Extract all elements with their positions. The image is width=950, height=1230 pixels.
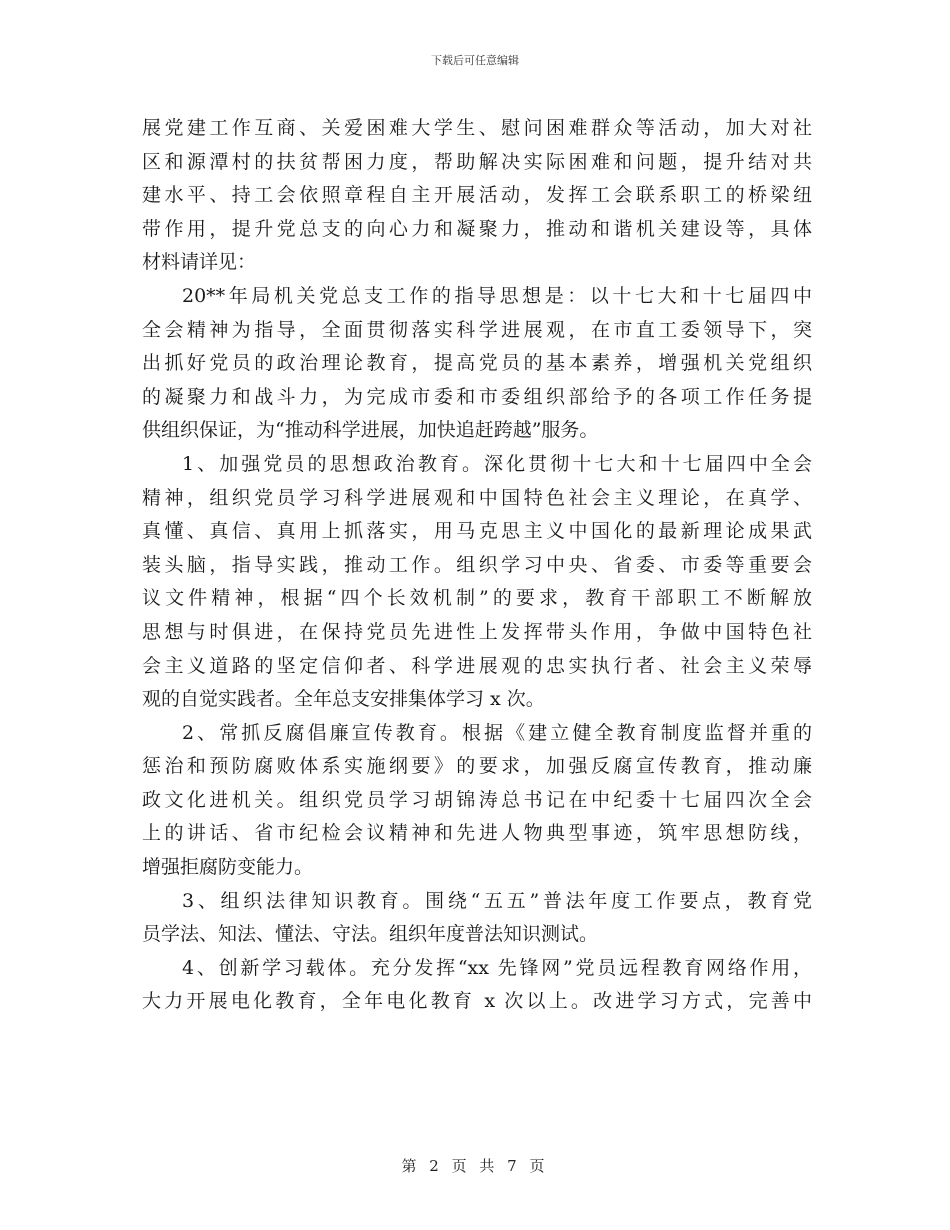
body-line: 1、加强党员的思想政治教育。深化贯彻十七大和十七届四中全会 xyxy=(182,452,812,475)
body-line: 2、常抓反腐倡廉宣传教育。根据《建立健全教育制度监督并重的 xyxy=(182,721,812,744)
body-line: 思想与时俱进，在保持党员先进性上发挥带头作用，争做中国特色社 xyxy=(142,620,812,643)
body-line: 4、创新学习载体。充分发挥“xx 先锋网”党员远程教育网络作用， xyxy=(182,956,812,979)
body-line: 政文化进机关。组织党员学习胡锦涛总书记在中纪委十七届四次全会 xyxy=(142,788,812,811)
body-line: 真懂、真信、真用上抓落实，用马克思主义中国化的最新理论成果武 xyxy=(142,520,812,543)
body-line: 精神，组织党员学习科学进展观和中国特色社会主义理论，在真学、 xyxy=(142,486,812,509)
body-line: 区和源潭村的扶贫帮困力度，帮助解决实际困难和问题，提升结对共 xyxy=(142,150,812,173)
body-line: 出抓好党员的政治理论教育，提高党员的基本素养，增强机关党组织 xyxy=(142,352,812,375)
body-line: 增强拒腐防变能力。 xyxy=(142,856,314,879)
page-number-footer: 第 2 页 共 7 页 xyxy=(401,1157,549,1175)
body-line: 3、组织法律知识教育。围绕“五五”普法年度工作要点，教育党 xyxy=(182,889,812,912)
body-line: 大力开展电化教育，全年电化教育 x 次以上。改进学习方式，完善中 xyxy=(142,990,812,1013)
body-line: 20**年局机关党总支工作的指导思想是：以十七大和十七届四中 xyxy=(182,284,812,307)
body-line: 带作用，提升党总支的向心力和凝聚力，推动和谐机关建设等，具体 xyxy=(142,217,812,240)
body-line: 装头脑，指导实践，推动工作。组织学习中央、省委、市委等重要会 xyxy=(142,553,812,576)
body-line: 材料请详见： xyxy=(142,251,257,274)
body-line: 上的讲话、省市纪检会议精神和先进人物典型事迹，筑牢思想防线， xyxy=(142,822,812,845)
body-line: 议文件精神，根据“四个长效机制”的要求，教育干部职工不断解放 xyxy=(142,587,812,610)
body-line: 的凝聚力和战斗力，为完成市委和市委组织部给予的各项工作任务提 xyxy=(142,385,812,408)
page-header-note: 下载后可任意编辑 xyxy=(431,54,519,67)
body-line: 全会精神为指导，全面贯彻落实科学进展观，在市直工委领导下，突 xyxy=(142,318,812,341)
body-line: 建水平、持工会依照章程自主开展活动，发挥工会联系职工的桥梁纽 xyxy=(142,184,812,207)
body-line: 观的自觉实践者。全年总支安排集体学习 x 次。 xyxy=(142,688,545,711)
document-body xyxy=(142,112,812,1019)
body-line: 惩治和预防腐败体系实施纲要》的要求，加强反腐宣传教育，推动廉 xyxy=(142,755,812,778)
body-line: 供组织保证，为“推动科学进展，加快追赶跨越”服务。 xyxy=(142,419,599,442)
body-line: 员学法、知法、懂法、守法。组织年度普法知识测试。 xyxy=(142,923,599,946)
body-line: 会主义道路的坚定信仰者、科学进展观的忠实执行者、社会主义荣辱 xyxy=(142,654,812,677)
body-line: 展党建工作互商、关爱困难大学生、慰问困难群众等活动，加大对社 xyxy=(142,117,812,139)
